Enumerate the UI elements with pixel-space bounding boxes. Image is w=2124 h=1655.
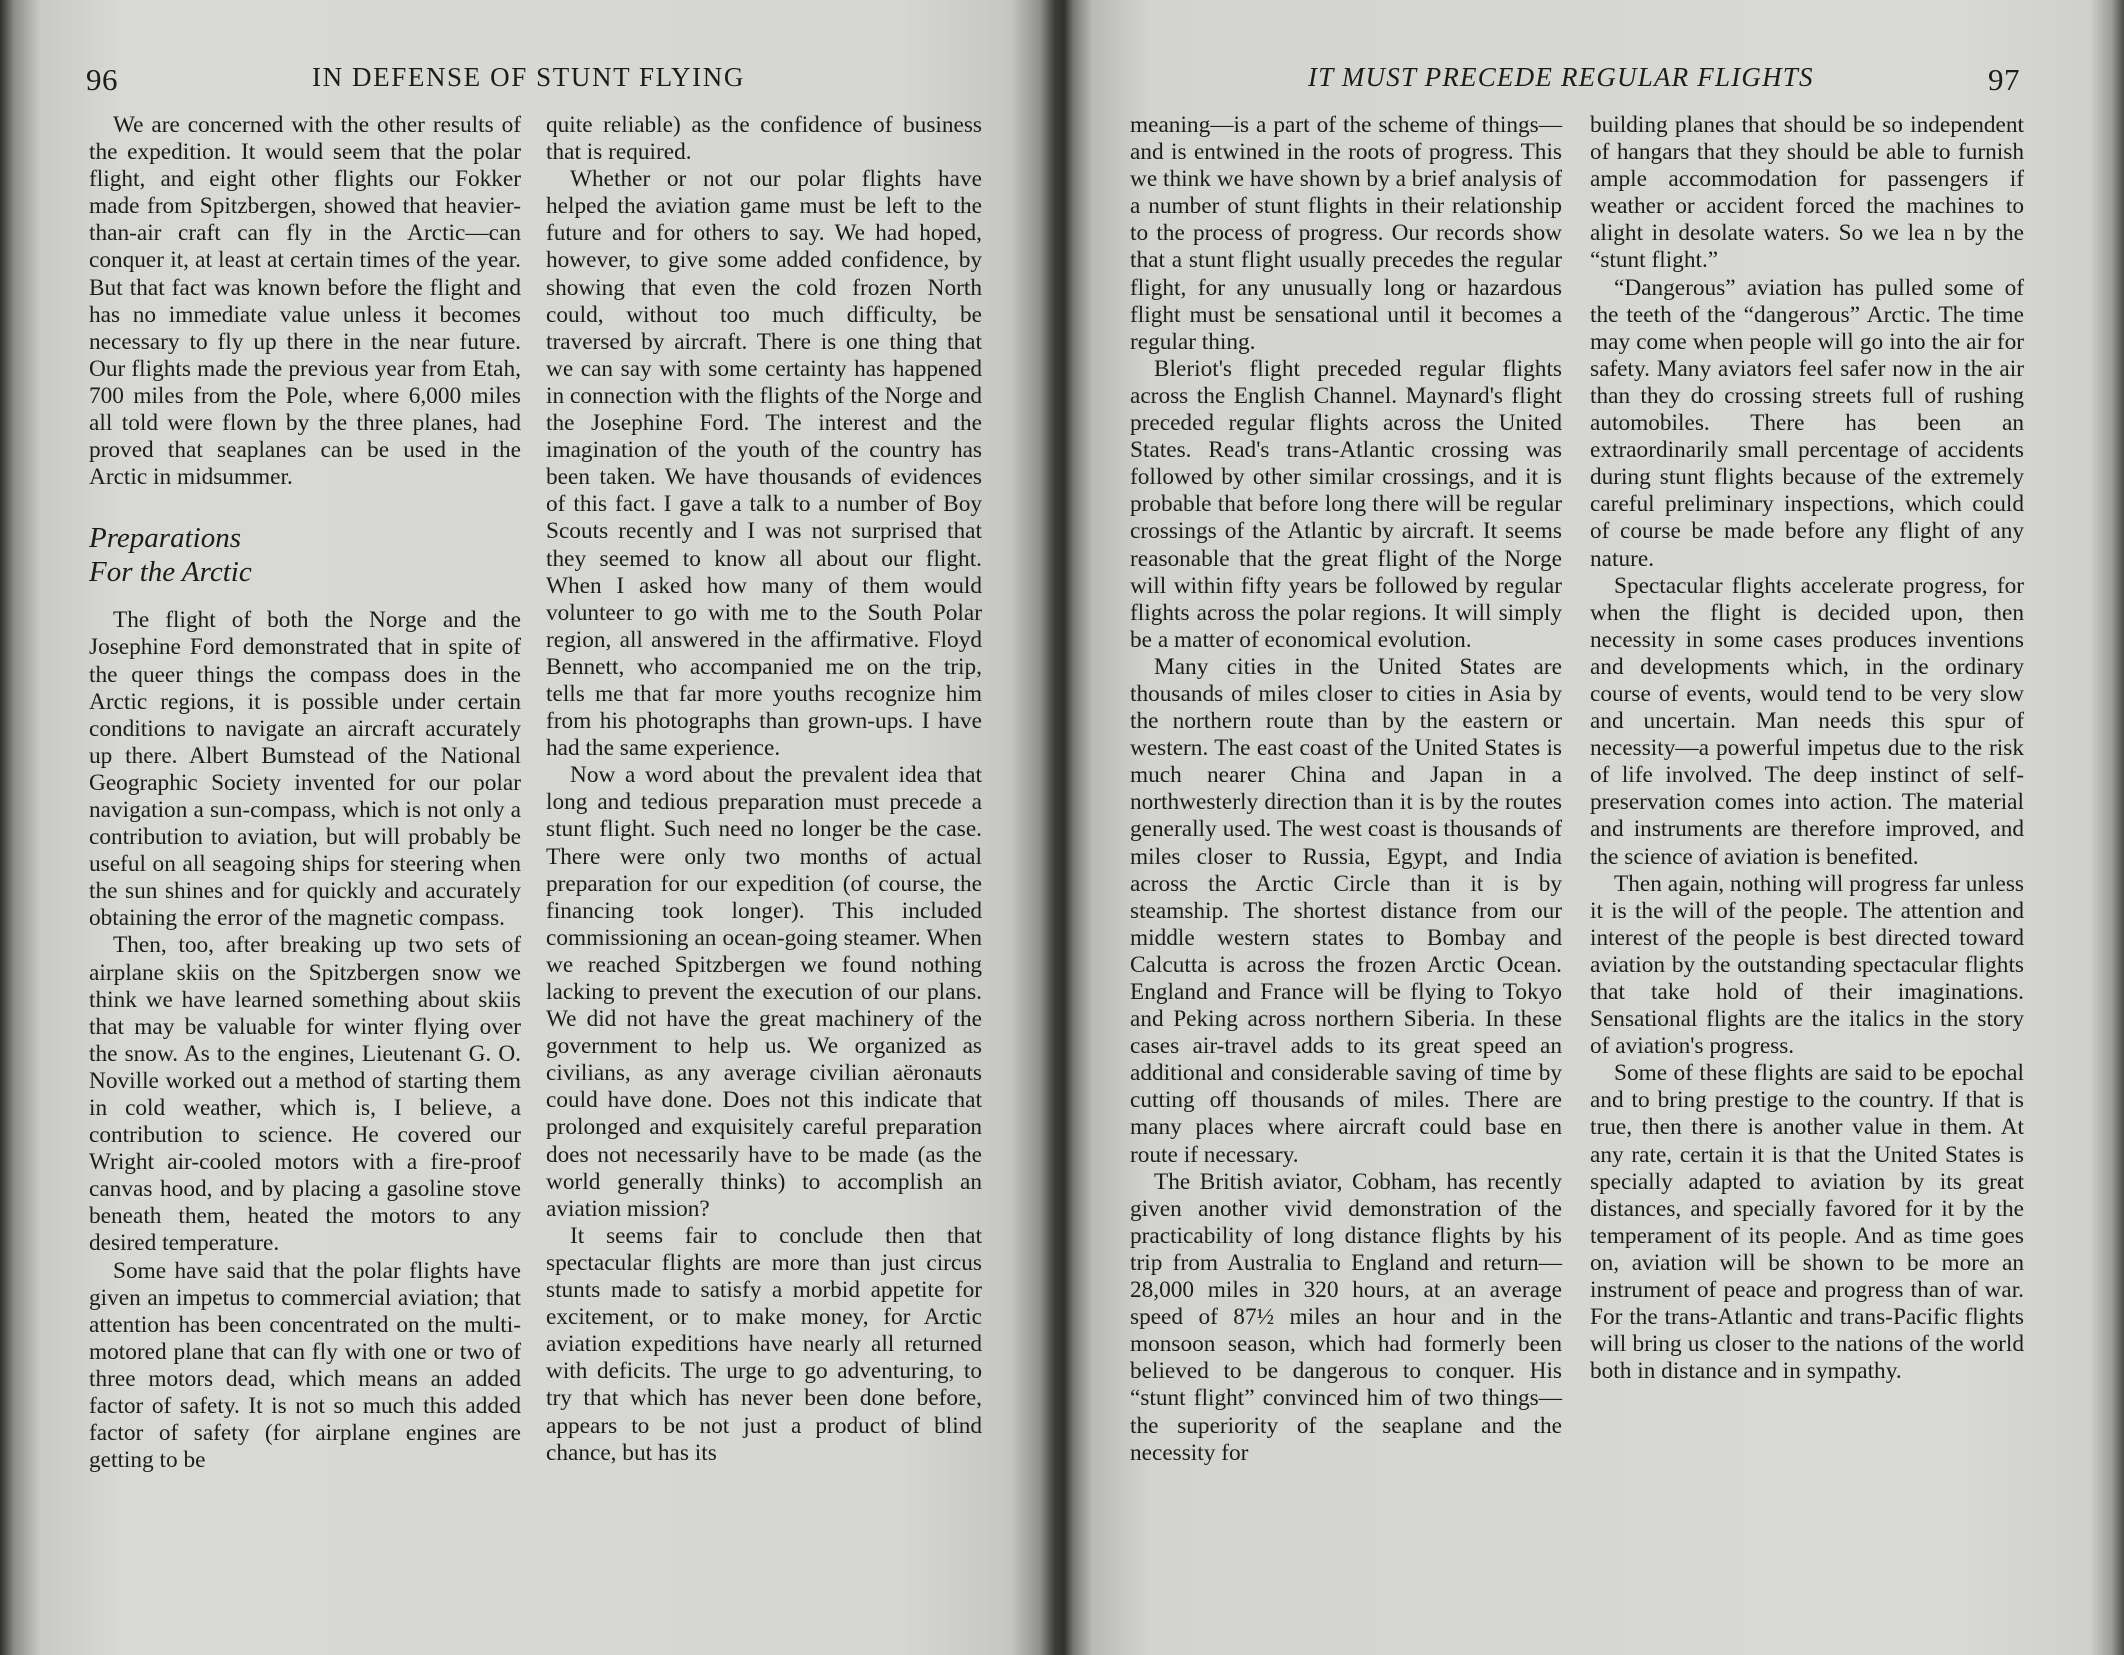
page-number: 96 — [86, 62, 118, 97]
paragraph-continued: quite reliable) as the confidence of business that is required. — [546, 112, 982, 166]
paragraph-continued: building planes that should be so independent of hangars that they should be able to furnish ample accommodation for passengers if weather or accident forced the machines to alight in desolate waters. So we lea n by the “stunt flight.” — [1590, 112, 2024, 274]
left-column-2 — [546, 112, 982, 1467]
paragraph: It seems fair to conclude then that spectacular flights are more than just circus stunts made to satisfy a morbid appetite for excitement, or to make money, for Arctic aviation expeditions have nearly all returned with deficits. The urge to go adventuring, to try that which has never been done before, appears to be not just a product of blind chance, but has its — [546, 1222, 982, 1466]
left-column-1 — [89, 112, 521, 1474]
page-number: 97 — [1988, 62, 2020, 97]
paragraph: Some have said that the polar flights have given an impetus to commercial aviation; that attention has been concentrated on the multi-motored plane that can fly with one or two of three motors dead, which means an added factor of safety. It is not so much this added factor of safety (for airplane engines are getting to be — [89, 1257, 521, 1474]
paragraph: Now a word about the prevalent idea that long and tedious preparation must precede a stunt flight. Such need no longer be the case. There were only two months of actual preparation for our expedition (of course, the financing took longer). This included commissioning an ocean-going steamer. When we reached Spitzbergen we found nothing lacking to prevent the execution of our plans. We did not have the great machinery of the government to help us. We organized as civilians, as any average civilian aëronauts could have done. Does not this indicate that prolonged and exquisitely careful preparation does not necessarily have to be made (as the world generally thinks) to accomplish an aviation mission? — [546, 762, 982, 1222]
running-head: IT MUST PRECEDE REGULAR FLIGHTS — [1308, 62, 1814, 92]
paragraph: Many cities in the United States are thousands of miles closer to cities in Asia by the northern route than by the eastern or western. The east coast of the United States is much nearer China and Japan in a northwesterly direction than it is by the routes generally used. The west coast is thousands of miles closer to Russia, Egypt, and India across the Arctic Circle than it is by steamship. The shortest distance from our middle western states to Bombay and Calcutta is across the frozen Arctic Ocean. England and France will be flying to Tokyo and Peking across northern Siberia. In these cases air-travel adds to its great speed an additional and considerable saving of time by cutting off thousands of miles. There are many places where aircraft could base en route if necessary. — [1130, 653, 1562, 1168]
right-page — [1068, 0, 2124, 1655]
left-page — [0, 0, 1056, 1655]
paragraph-continued: meaning—is a part of the scheme of things—and is entwined in the roots of progress. This we think we have shown by a brief analysis of a number of stunt flights in their relationship to the process of progress. Our records show that a stunt flight usually precedes the regular flight, for any unusually long or hazardous flight must be sensational until it becomes a regular thing. — [1130, 112, 1562, 355]
paragraph: The flight of both the Norge and the Josephine Ford demonstrated that in spite of the queer things the compass does in the Arctic regions, it is possible under certain conditions to navigate an aircraft accurately up there. Albert Bumstead of the National Geographic Society invented for our polar navigation a sun-compass, which is not only a contribution to aviation, but will probably be useful on all seagoing ships for steering when the sun shines and for quickly and accurately obtaining the error of the magnetic compass. — [89, 607, 521, 932]
paragraph: Then again, nothing will progress far unless it is the will of the people. The attention and interest of the people is best directed toward aviation by the outstanding spectacular flights that take hold of their imaginations. Sensational flights are the italics in the story of aviation's progress. — [1590, 870, 2024, 1060]
paragraph: We are concerned with the other results of the expedition. It would seem that the polar flight, and eight other flights our Fokker made from Spitzbergen, showed that heavier-than-air craft can fly in the Arctic—can conquer it, at least at certain times of the year. But that fact was known before the flight and has no immediate value unless it becomes necessary to fly up there in the near future. Our flights made the previous year from Etah, 700 miles from the Pole, where 6,000 miles all told were flown by the three planes, had proved that seaplanes can be used in the Arctic in midsummer. — [89, 112, 521, 491]
paragraph: Then, too, after breaking up two sets of airplane skiis on the Spitzbergen snow we think we have learned something about skiis that may be valuable for winter flying over the snow. As to the engines, Lieutenant G. O. Noville worked out a method of starting them in cold weather, which is, I believe, a contribution to science. He covered our Wright air-cooled motors with a fire-proof canvas hood, and by placing a gasoline stove beneath them, heated the motors to any desired temperature. — [89, 932, 521, 1257]
paragraph: Spectacular flights accelerate progress, for when the flight is decided upon, then necessity in some cases produces inventions and developments which, in the ordinary course of events, would tend to be very slow and uncertain. Man needs this spur of necessity—a powerful impetus due to the risk of life involved. The deep instinct of self-preservation comes into action. The material and instruments are therefore improved, and the science of aviation is benefited. — [1590, 572, 2024, 870]
running-head: IN DEFENSE OF STUNT FLYING — [312, 62, 745, 92]
right-column-2 — [1590, 112, 2024, 1385]
paragraph: The British aviator, Cobham, has recently given another vivid demonstration of the practicability of long distance flights by his trip from Australia to England and return—28,000 miles in 320 hours, at an average speed of 87½ miles an hour and in the monsoon season, which had formerly been believed to be dangerous to conquer. His “stunt flight” convinced him of two things—the superiority of the seaplane and the necessity for — [1130, 1168, 1562, 1466]
paragraph: Whether or not our polar flights have helped the aviation game must be left to the future and for others to say. We had hoped, however, to give some added confidence, by showing that even the cold frozen North could, without too much difficulty, be traversed by aircraft. There is one thing that we can say with some certainty has happened in connection with the flights of the Norge and the Josephine Ford. The interest and the imagination of the youth of the country has been taken. We have thousands of evidences of this fact. I gave a talk to a number of Boy Scouts recently and I was not surprised that they seemed to know all about our flight. When I asked how many of them would volunteer to go with me to the South Polar region, all answered in the affirmative. Floyd Bennett, who accompanied me on the trip, tells me that far more youths recognize him from his photographs than grown-ups. I have had the same experience. — [546, 166, 982, 762]
right-column-1 — [1130, 112, 1562, 1467]
section-heading — [89, 521, 521, 589]
paragraph: Bleriot's flight preceded regular flights across the English Channel. Maynard's flight preceded regular flights across the United States. Read's trans-Atlantic crossing was followed by other similar crossings, and it is probable that before long there will be regular crossings of the Atlantic by aircraft. It seems reasonable that the great flight of the Norge will within fifty years be followed by regular flights across the polar regions. It will simply be a matter of economical evolution. — [1130, 355, 1562, 653]
paragraph: “Dangerous” aviation has pulled some of the teeth of the “dangerous” Arctic. The time may come when people will go into the air for safety. Many aviators feel safer now in the air than they do crossing streets full of rushing automobiles. There has been an extraordinarily small percentage of accidents during stunt flights because of the extremely careful preliminary inspections, which could of course be made before any flight of any nature. — [1590, 274, 2024, 572]
section-heading-line: Preparations — [89, 522, 241, 555]
section-heading-line: For the Arctic — [89, 556, 252, 589]
paragraph: Some of these flights are said to be epochal and to bring prestige to the country. If that is true, then there is another value in them. At any rate, certain it is that the United States is specially adapted to aviation by its great distances, and specially favored for it by the temperament of its people. And as time goes on, aviation will be shown to be more an instrument of peace and progress than of war. For the trans-Atlantic and trans-Pacific flights will bring us closer to the nations of the world both in distance and in sympathy. — [1590, 1060, 2024, 1385]
